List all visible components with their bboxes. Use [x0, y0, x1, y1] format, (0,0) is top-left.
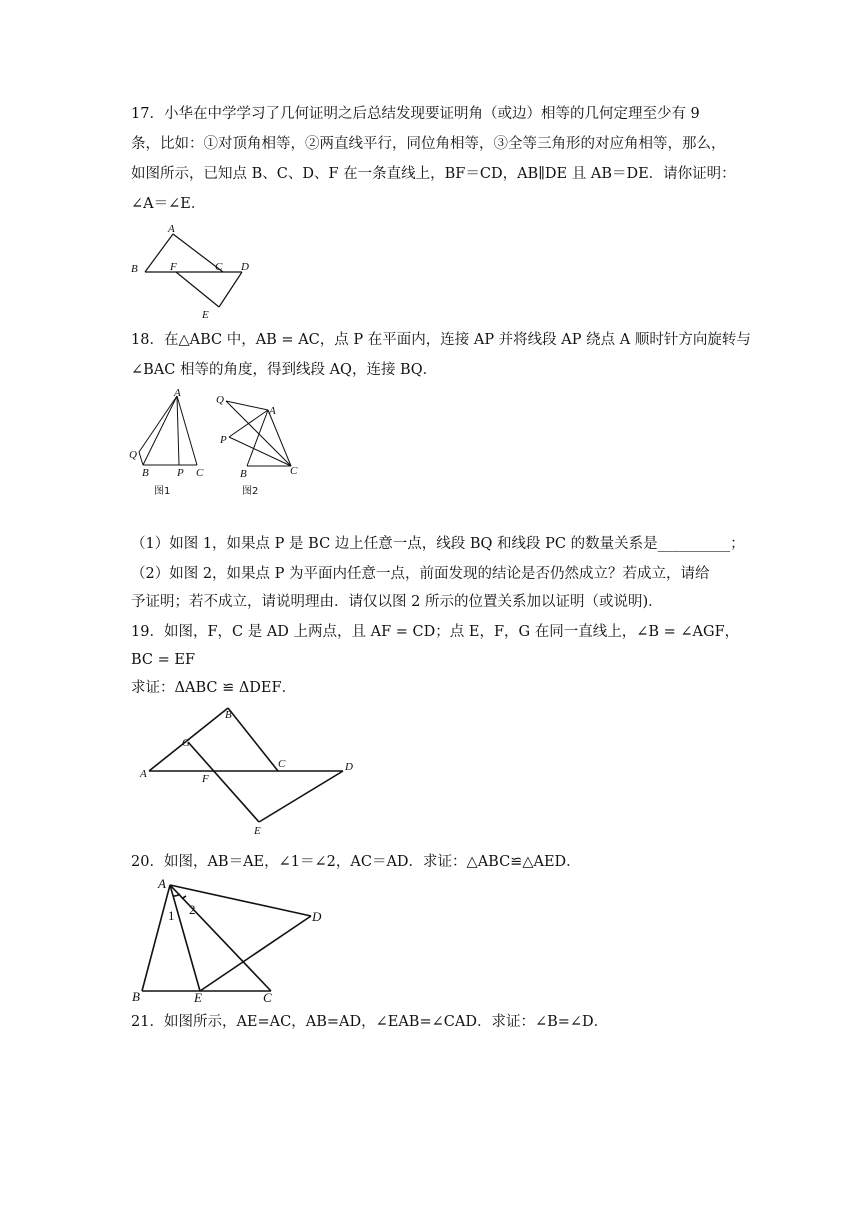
q17-figure [128, 222, 268, 322]
figure-1-caption: 图1 [154, 486, 171, 497]
q17-line-2: 条，比如：①对顶角相等，②两直线平行，同位角相等，③全等三角形的对应角相等，那么， [131, 136, 726, 152]
q17-line-4: ∠A＝∠E． [131, 196, 206, 212]
label-C: C [215, 261, 223, 273]
q20-figure [128, 874, 338, 1008]
q18-figure-1 [126, 386, 216, 498]
label-B: B [142, 467, 149, 479]
q18-line-1: 18．在△ABC 中，AB = AC，点 P 在平面内，连接 AP 并将线段 AP 绕点 A 顺时针方向旋转与 [131, 332, 751, 348]
label-B: B [132, 989, 140, 1004]
label-B: B [240, 468, 247, 480]
q21-line-1: 21．如图所示，AE=AC，AB=AD，∠EAB=∠CAD．求证：∠B=∠D． [131, 1014, 609, 1030]
q18-part-1: （1）如图 1，如果点 P 是 BC 边上任意一点，线段 BQ 和线段 PC 的数量关系是__________； [131, 536, 745, 552]
label-E: E [194, 990, 202, 1005]
label-C: C [263, 990, 272, 1005]
label-A: A [140, 768, 147, 780]
label-F: F [170, 261, 177, 273]
q17-line-1: 17．小华在中学学习了几何证明之后总结发现要证明角（或边）相等的几何定理至少有 9 [131, 106, 700, 122]
label-F: F [202, 773, 209, 785]
label-E: E [202, 309, 209, 321]
label-C: C [290, 465, 298, 477]
q20-line-1: 20．如图，AB＝AE，∠1＝∠2，AC＝AD．求证：△ABC≌△AED． [131, 854, 581, 870]
label-E: E [254, 825, 261, 837]
q19-line-3: 求证：ΔABC ≌ ΔDEF． [131, 680, 297, 696]
label-2: 2 [189, 902, 196, 917]
label-C: C [196, 467, 204, 479]
q19-line-1: 19．如图，F，C 是 AD 上两点，且 AF = CD；点 E，F，G 在同一直线上，∠B = ∠AGF， [131, 624, 740, 640]
q18-part-2-line-1: （2）如图 2，如果点 P 为平面内任意一点，前面发现的结论是否仍然成立？若成立，请给 [131, 566, 710, 582]
q17-line-3: 如图所示，已知点 B、C、D、F 在一条直线上，BF＝CD，AB∥DE 且 AB＝DE．请你证明： [131, 166, 736, 182]
label-B: B [131, 263, 138, 275]
q18-part-2-line-2: 予证明；若不成立，请说明理由．请仅以图 2 所示的位置关系加以证明（或说明)． [131, 594, 663, 610]
label-A: A [174, 387, 181, 399]
label-D: D [312, 909, 322, 924]
q19-line-2: BC = EF [131, 652, 196, 668]
label-D: D [345, 761, 353, 773]
label-A: A [269, 405, 276, 417]
label-D: D [241, 261, 249, 273]
q19-figure [136, 704, 366, 840]
label-P: P [177, 467, 184, 479]
label-G: G [182, 737, 190, 749]
label-P: P [220, 434, 227, 446]
label-Q: Q [129, 449, 137, 461]
figure-2-caption: 图2 [242, 486, 259, 497]
label-B: B [225, 709, 232, 721]
q18-figure-2 [214, 392, 314, 500]
label-1: 1 [168, 908, 175, 923]
label-C: C [278, 758, 286, 770]
label-A: A [158, 876, 166, 891]
label-A: A [168, 223, 175, 235]
label-Q: Q [216, 394, 224, 406]
q18-line-2: ∠BAC 相等的角度，得到线段 AQ，连接 BQ． [131, 362, 438, 378]
